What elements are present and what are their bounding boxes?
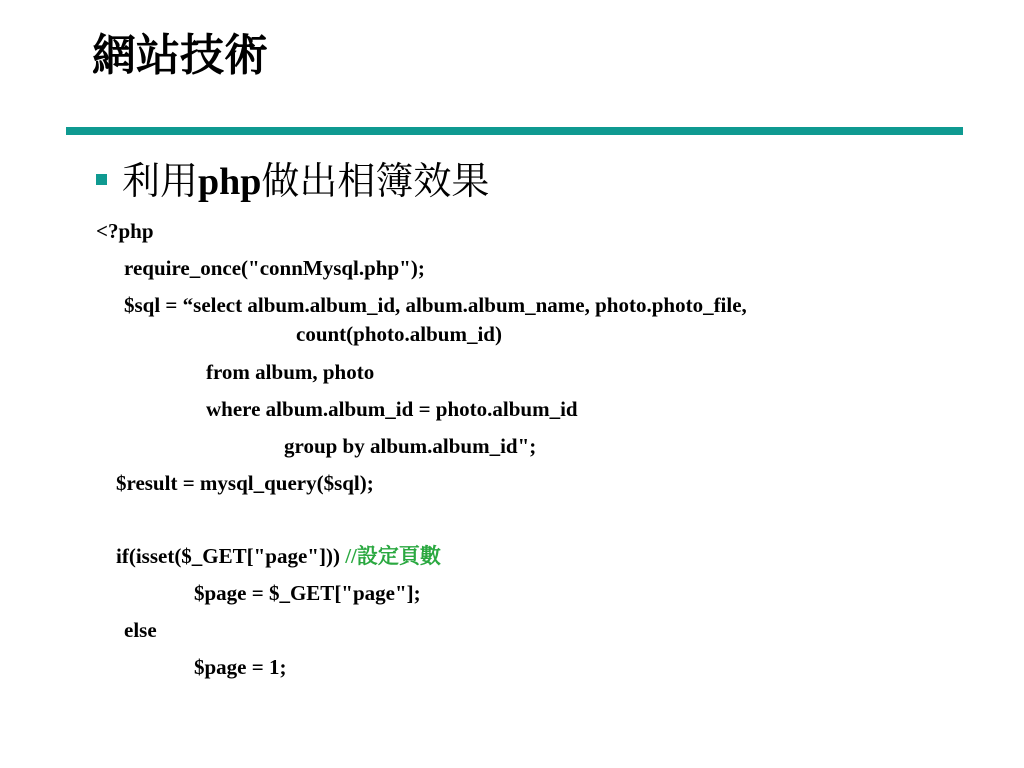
code-line-7: group by album.album_id"; [284, 434, 537, 458]
bullet-text [122, 156, 489, 207]
comment-text: 設定頁數 [356, 544, 441, 568]
slide-title: 網站技術 [92, 30, 268, 81]
code-line-8: $result = mysql_query($sql); [116, 471, 374, 495]
code-line-10: $page = $_GET["page"]; [194, 581, 421, 605]
code-line-6: where album.album_id = photo.album_id [206, 397, 578, 421]
code-if-statement: if(isset($_GET["page"])) [116, 544, 340, 568]
code-line-12: $page = 1; [194, 655, 287, 679]
title-divider [66, 127, 963, 135]
code-line-11: else [124, 618, 157, 642]
bullet-suffix: 做出相簿效果 [261, 159, 490, 203]
code-line-9 [116, 542, 441, 570]
comment-slashes: // [345, 544, 357, 568]
code-comment [345, 544, 441, 568]
code-line-1: <?php [96, 219, 154, 243]
code-line-5: from album, photo [206, 360, 375, 384]
code-line-3: $sql = “select album.album_id, album.album_name, photo.photo_file, [124, 293, 747, 317]
bullet-keyword: php [198, 161, 262, 203]
square-bullet-icon [96, 174, 107, 185]
code-line-4: count(photo.album_id) [296, 322, 502, 346]
bullet-prefix: 利用 [122, 159, 199, 203]
code-line-2: require_once("connMysql.php"); [124, 256, 425, 280]
